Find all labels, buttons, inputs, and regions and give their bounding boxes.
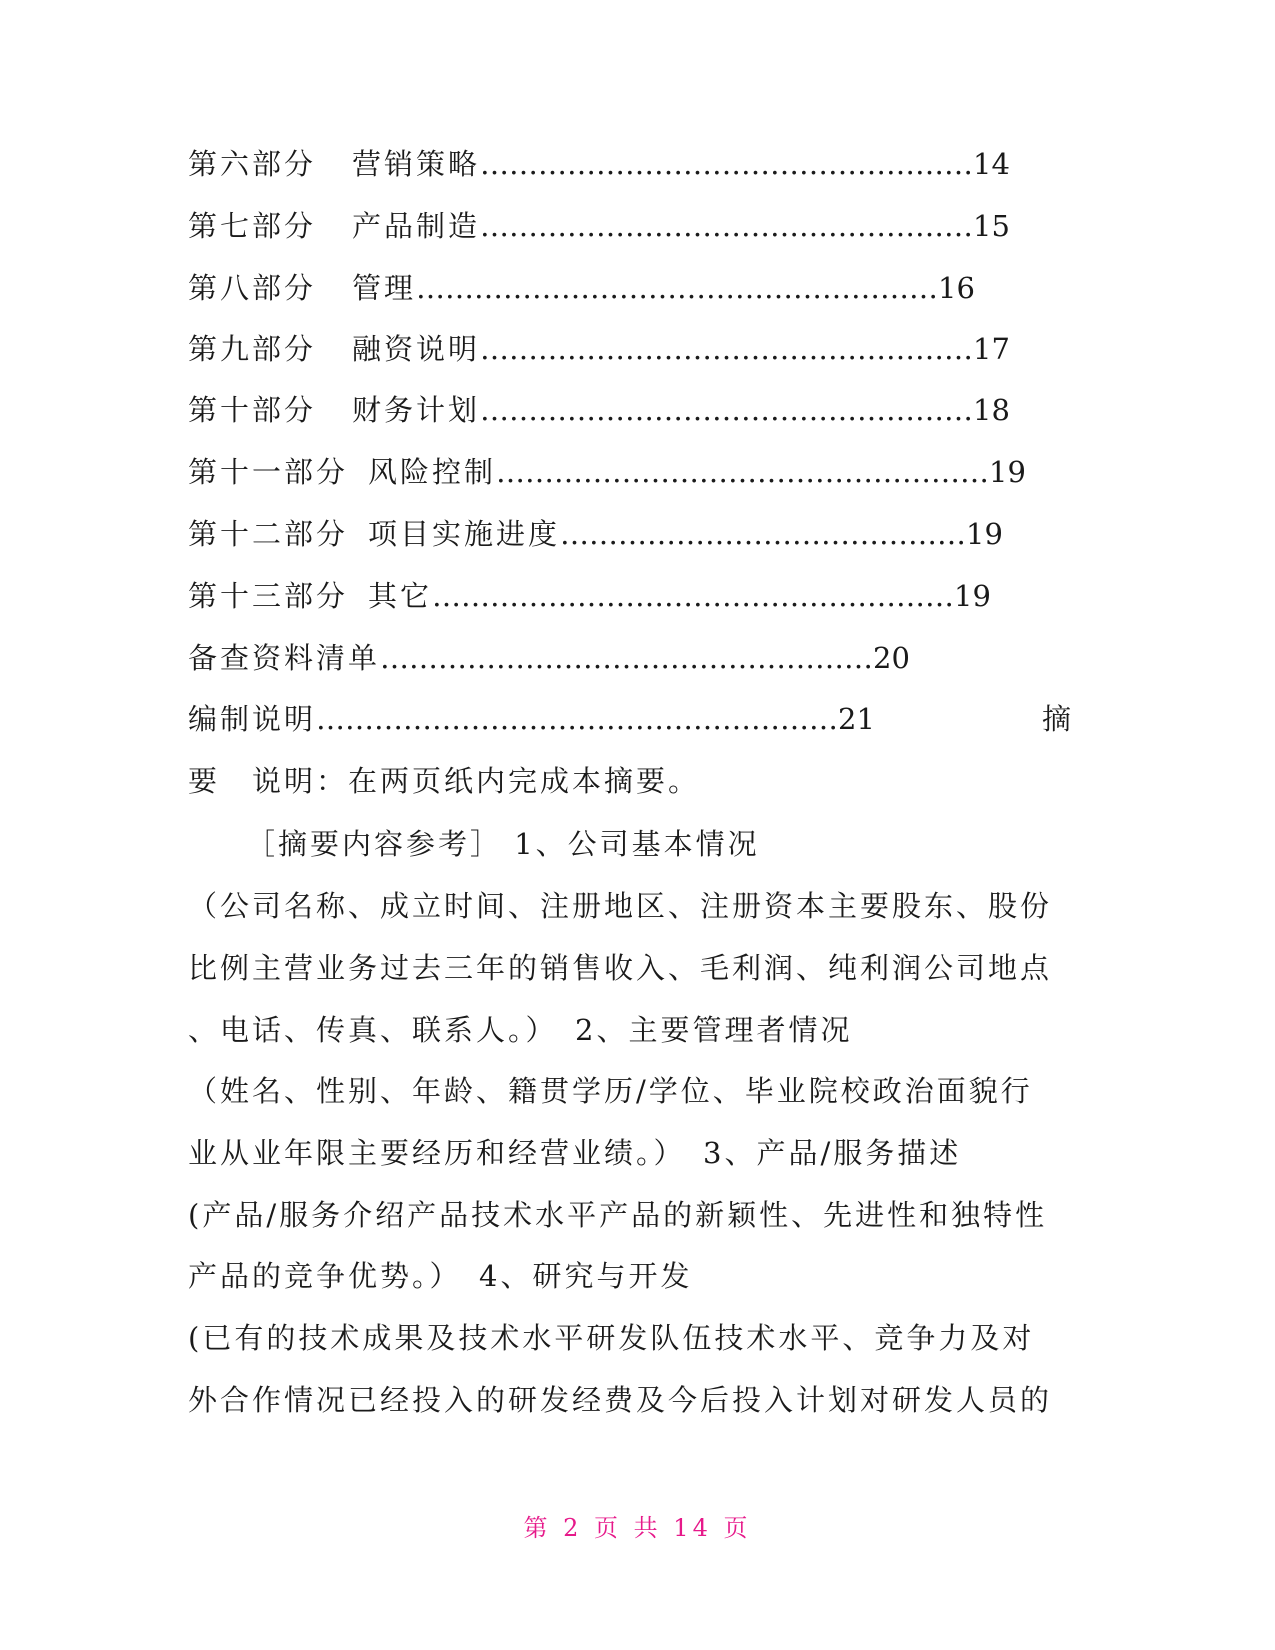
toc-dots: …………………………………………… — [480, 147, 974, 181]
body-line: (产品/服务介绍产品技术水平产品的新颖性、先进性和独特性 — [188, 1198, 1048, 1232]
toc-entry — [188, 146, 1010, 182]
toc-tail-char: 摘 — [1042, 702, 1072, 736]
body-line: 比例主营业务过去三年的销售收入、毛利润、纯利润公司地点 — [188, 951, 1053, 985]
body-line: （公司名称、成立时间、注册地区、注册资本主要股东、股份 — [188, 889, 1053, 923]
toc-dots: …………………………………………… — [496, 455, 990, 489]
toc-entry — [188, 640, 910, 676]
toc-dots: …………………………………… — [560, 517, 967, 551]
toc-entry — [188, 208, 1010, 244]
toc-page: 19 — [966, 517, 1003, 551]
toc-dots: …………………………………………… — [480, 393, 974, 427]
toc-entry — [188, 516, 1003, 552]
toc-page: 15 — [973, 209, 1010, 243]
toc-dots: …………………………………………… — [480, 209, 974, 243]
toc-title: 编制说明 — [188, 702, 317, 736]
toc-page: 19 — [989, 455, 1026, 489]
toc-title: 营销策略 — [352, 147, 481, 181]
toc-part: 第七部分 — [188, 209, 317, 243]
toc-part: 第十三部分 — [188, 579, 349, 613]
body-line: 要 说明：在两页纸内完成本摘要。 — [188, 764, 701, 798]
body-line: ［摘要内容参考］ 1、公司基本情况 — [246, 827, 760, 861]
toc-entry — [188, 392, 1010, 428]
toc-title: 备查资料清单 — [188, 641, 381, 675]
toc-part: 第十二部分 — [188, 517, 349, 551]
body-line: （姓名、性别、年龄、籍贯学历/学位、毕业院校政治面貌行 — [188, 1074, 1033, 1108]
toc-entry — [188, 578, 991, 614]
toc-part: 第九部分 — [188, 332, 317, 366]
toc-page: 17 — [973, 332, 1010, 366]
toc-dots: …………………………………………… — [380, 641, 874, 675]
toc-page: 20 — [873, 641, 910, 675]
toc-entry — [188, 701, 875, 737]
toc-title: 产品制造 — [352, 209, 481, 243]
toc-part: 第六部分 — [188, 147, 317, 181]
toc-part: 第十部分 — [188, 393, 317, 427]
toc-dots: ……………………………………………… — [432, 579, 955, 613]
toc-dots: ……………………………………………… — [316, 702, 839, 736]
toc-dots: …………………………………………… — [480, 332, 974, 366]
body-line: (已有的技术成果及技术水平研发队伍技术水平、竞争力及对 — [188, 1321, 1035, 1355]
toc-title: 管理 — [352, 271, 417, 305]
toc-page: 21 — [838, 702, 875, 736]
toc-part: 第八部分 — [188, 271, 317, 305]
toc-entry — [188, 270, 975, 306]
toc-page: 16 — [938, 271, 975, 305]
body-line: 产品的竞争优势。） 4、研究与开发 — [188, 1259, 693, 1293]
toc-entry — [188, 331, 1010, 367]
toc-title: 项目实施进度 — [368, 517, 561, 551]
toc-page: 18 — [973, 393, 1010, 427]
toc-title: 财务计划 — [352, 393, 481, 427]
toc-title: 其它 — [368, 579, 433, 613]
body-line: 、电话、传真、联系人。） 2、主要管理者情况 — [188, 1013, 853, 1047]
toc-title: 融资说明 — [352, 332, 481, 366]
toc-page: 14 — [973, 147, 1010, 181]
body-line: 业从业年限主要经历和经营业绩。） 3、产品/服务描述 — [188, 1136, 962, 1170]
body-line: 外合作情况已经投入的研发经费及今后投入计划对研发人员的 — [188, 1383, 1053, 1417]
toc-entry — [188, 454, 1026, 490]
toc-title: 风险控制 — [368, 455, 497, 489]
toc-part: 第十一部分 — [188, 455, 349, 489]
toc-page: 19 — [954, 579, 991, 613]
page-number-footer: 第 2 页 共 14 页 — [523, 1514, 752, 1542]
toc-dots: ……………………………………………… — [416, 271, 939, 305]
